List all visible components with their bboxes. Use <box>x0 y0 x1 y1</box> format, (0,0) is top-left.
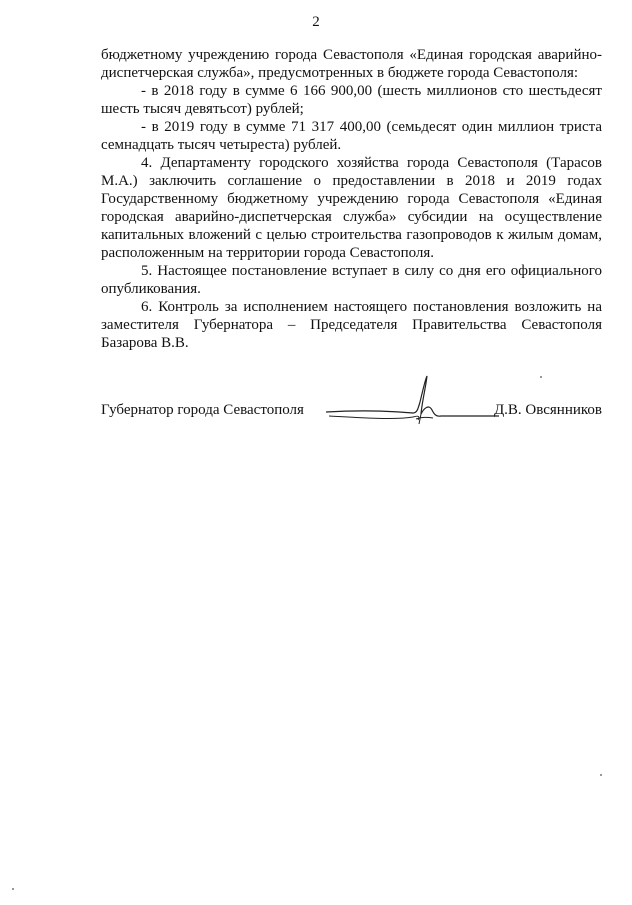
paragraph-amount-2018: - в 2018 году в сумме 6 166 900,00 (шесть миллионов сто шестьдесят шесть тысяч девятьсот) рублей; <box>101 83 602 117</box>
paragraph-item-6: 6. Контроль за исполнением настоящего постановления возложить на заместителя Губернатора – Председателя Правительства Севастополя Базарова В.В. <box>101 299 602 351</box>
signatory-name: Д.В. Овсянников <box>493 402 602 418</box>
document-body <box>101 46 602 352</box>
paragraph-item-5: 5. Настоящее постановление вступает в силу со дня его официального опубликования. <box>101 263 602 297</box>
signatory-position: Губернатор города Севастополя <box>101 402 304 418</box>
paragraph-continuation: бюджетному учреждению города Севастополя «Единая городская аварийно-диспетчерская служба», предусмотренных в бюджете города Севастополя: <box>101 47 602 81</box>
scan-speck <box>600 774 602 776</box>
scan-speck <box>12 888 14 890</box>
paragraph-amount-2019: - в 2019 году в сумме 71 317 400,00 (семьдесят один миллион триста семнадцать тысяч четыреста) рублей. <box>101 119 602 153</box>
handwritten-signature <box>321 374 501 430</box>
paragraph-item-4: 4. Департаменту городского хозяйства города Севастополя (Тарасов М.А.) заключить соглашение о предоставлении в 2018 и 2019 годах Государственному бюджетному учреждению города Севастополя «Единая городская аварийно-диспетчерская служба» субсидии на осуществление капитальных вложений с целью строительства газопроводов к жилым домам, расположенным на территории города Севастополя. <box>101 155 602 261</box>
page-number: 2 <box>312 14 320 30</box>
signature-block <box>101 398 602 428</box>
scan-speck <box>540 376 542 378</box>
